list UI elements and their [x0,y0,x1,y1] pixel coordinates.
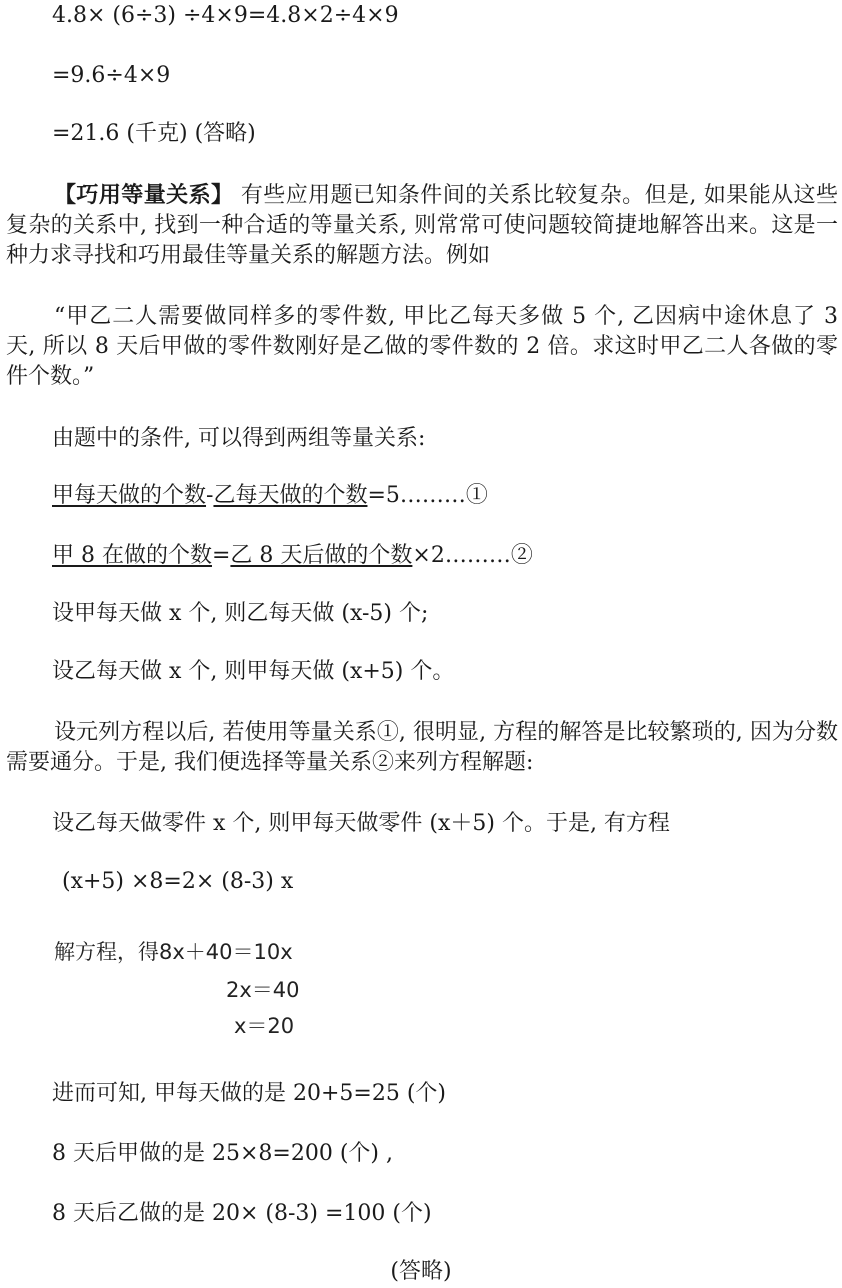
result-line-1: 进而可知, 甲每天做的是 20+5=25 (个) [52,1081,446,1106]
relation-1-right: 乙每天做的个数 [213,483,368,508]
calc-line-3: =21.6 (千克) (答略) [52,121,256,146]
relation-1-tail: =5………① [367,483,488,508]
equation-relation-2 [52,542,533,570]
equation-line: (x+5) ×8=2× (8-3) x [62,869,294,894]
relation-2-tail: ×2………② [412,543,533,568]
paragraph-method-intro [6,180,838,271]
result-line-3: 8 天后乙做的是 20× (8-3) =100 (个) [52,1201,432,1226]
relation-2-right: 乙 8 天后做的个数 [230,543,413,568]
method-heading: 【巧用等量关系】 [54,182,234,208]
method-body: 有些应用题已知条件间的关系比较复杂。但是, 如果能从这些复杂的关系中, 找到一种合适的等量关系, 则常常可使问题较简捷地解答出来。这是一种力求寻找和巧用最佳等量关系的解题方法。例如 [6,183,838,268]
relations-intro: 由题中的条件, 可以得到两组等量关系: [52,426,426,451]
relation-2-op: = [211,543,231,568]
assumption-1: 设甲每天做 x 个, 则乙每天做 (x-5) 个; [52,601,429,626]
solution-image [50,928,320,1046]
set-variable-line: 设乙每天做零件 x 个, 则甲每天做零件 (x＋5) 个。于是, 有方程 [52,811,670,836]
relation-2-left: 甲 8 在做的个数 [52,543,212,568]
paragraph-example-problem: “甲乙二人需要做同样多的零件数, 甲比乙每天多做 5 个, 乙因病中途休息了 3 天, 所以 8 天后甲做的零件数刚好是乙做的零件数的 2 倍。求这时甲乙二人各做的零件个数。” [6,304,838,389]
answer-omitted: (答略) [390,1259,452,1284]
equation-relation-1 [52,482,488,510]
calc-line-1: 4.8× (6÷3) ÷4×9=4.8×2÷4×9 [52,3,399,28]
relation-1-left: 甲每天做的个数 [52,483,207,508]
result-line-2: 8 天后甲做的是 25×8=200 (个) , [52,1141,393,1166]
solve-step-2: 2x＝40 [226,978,300,1002]
solve-step-1: 解方程，得8x＋40＝10x [54,940,293,964]
calc-line-2: =9.6÷4×9 [52,63,171,88]
paragraph-choose-relation: 设元列方程以后, 若使用等量关系①, 很明显, 方程的解答是比较繁琐的, 因为分数需要通分。于是, 我们便选择等量关系②来列方程解题: [6,720,838,775]
solve-step-3: x＝20 [234,1014,295,1038]
assumption-2: 设乙每天做 x 个, 则甲每天做 (x+5) 个。 [52,659,455,684]
relation-1-op: - [206,483,214,508]
